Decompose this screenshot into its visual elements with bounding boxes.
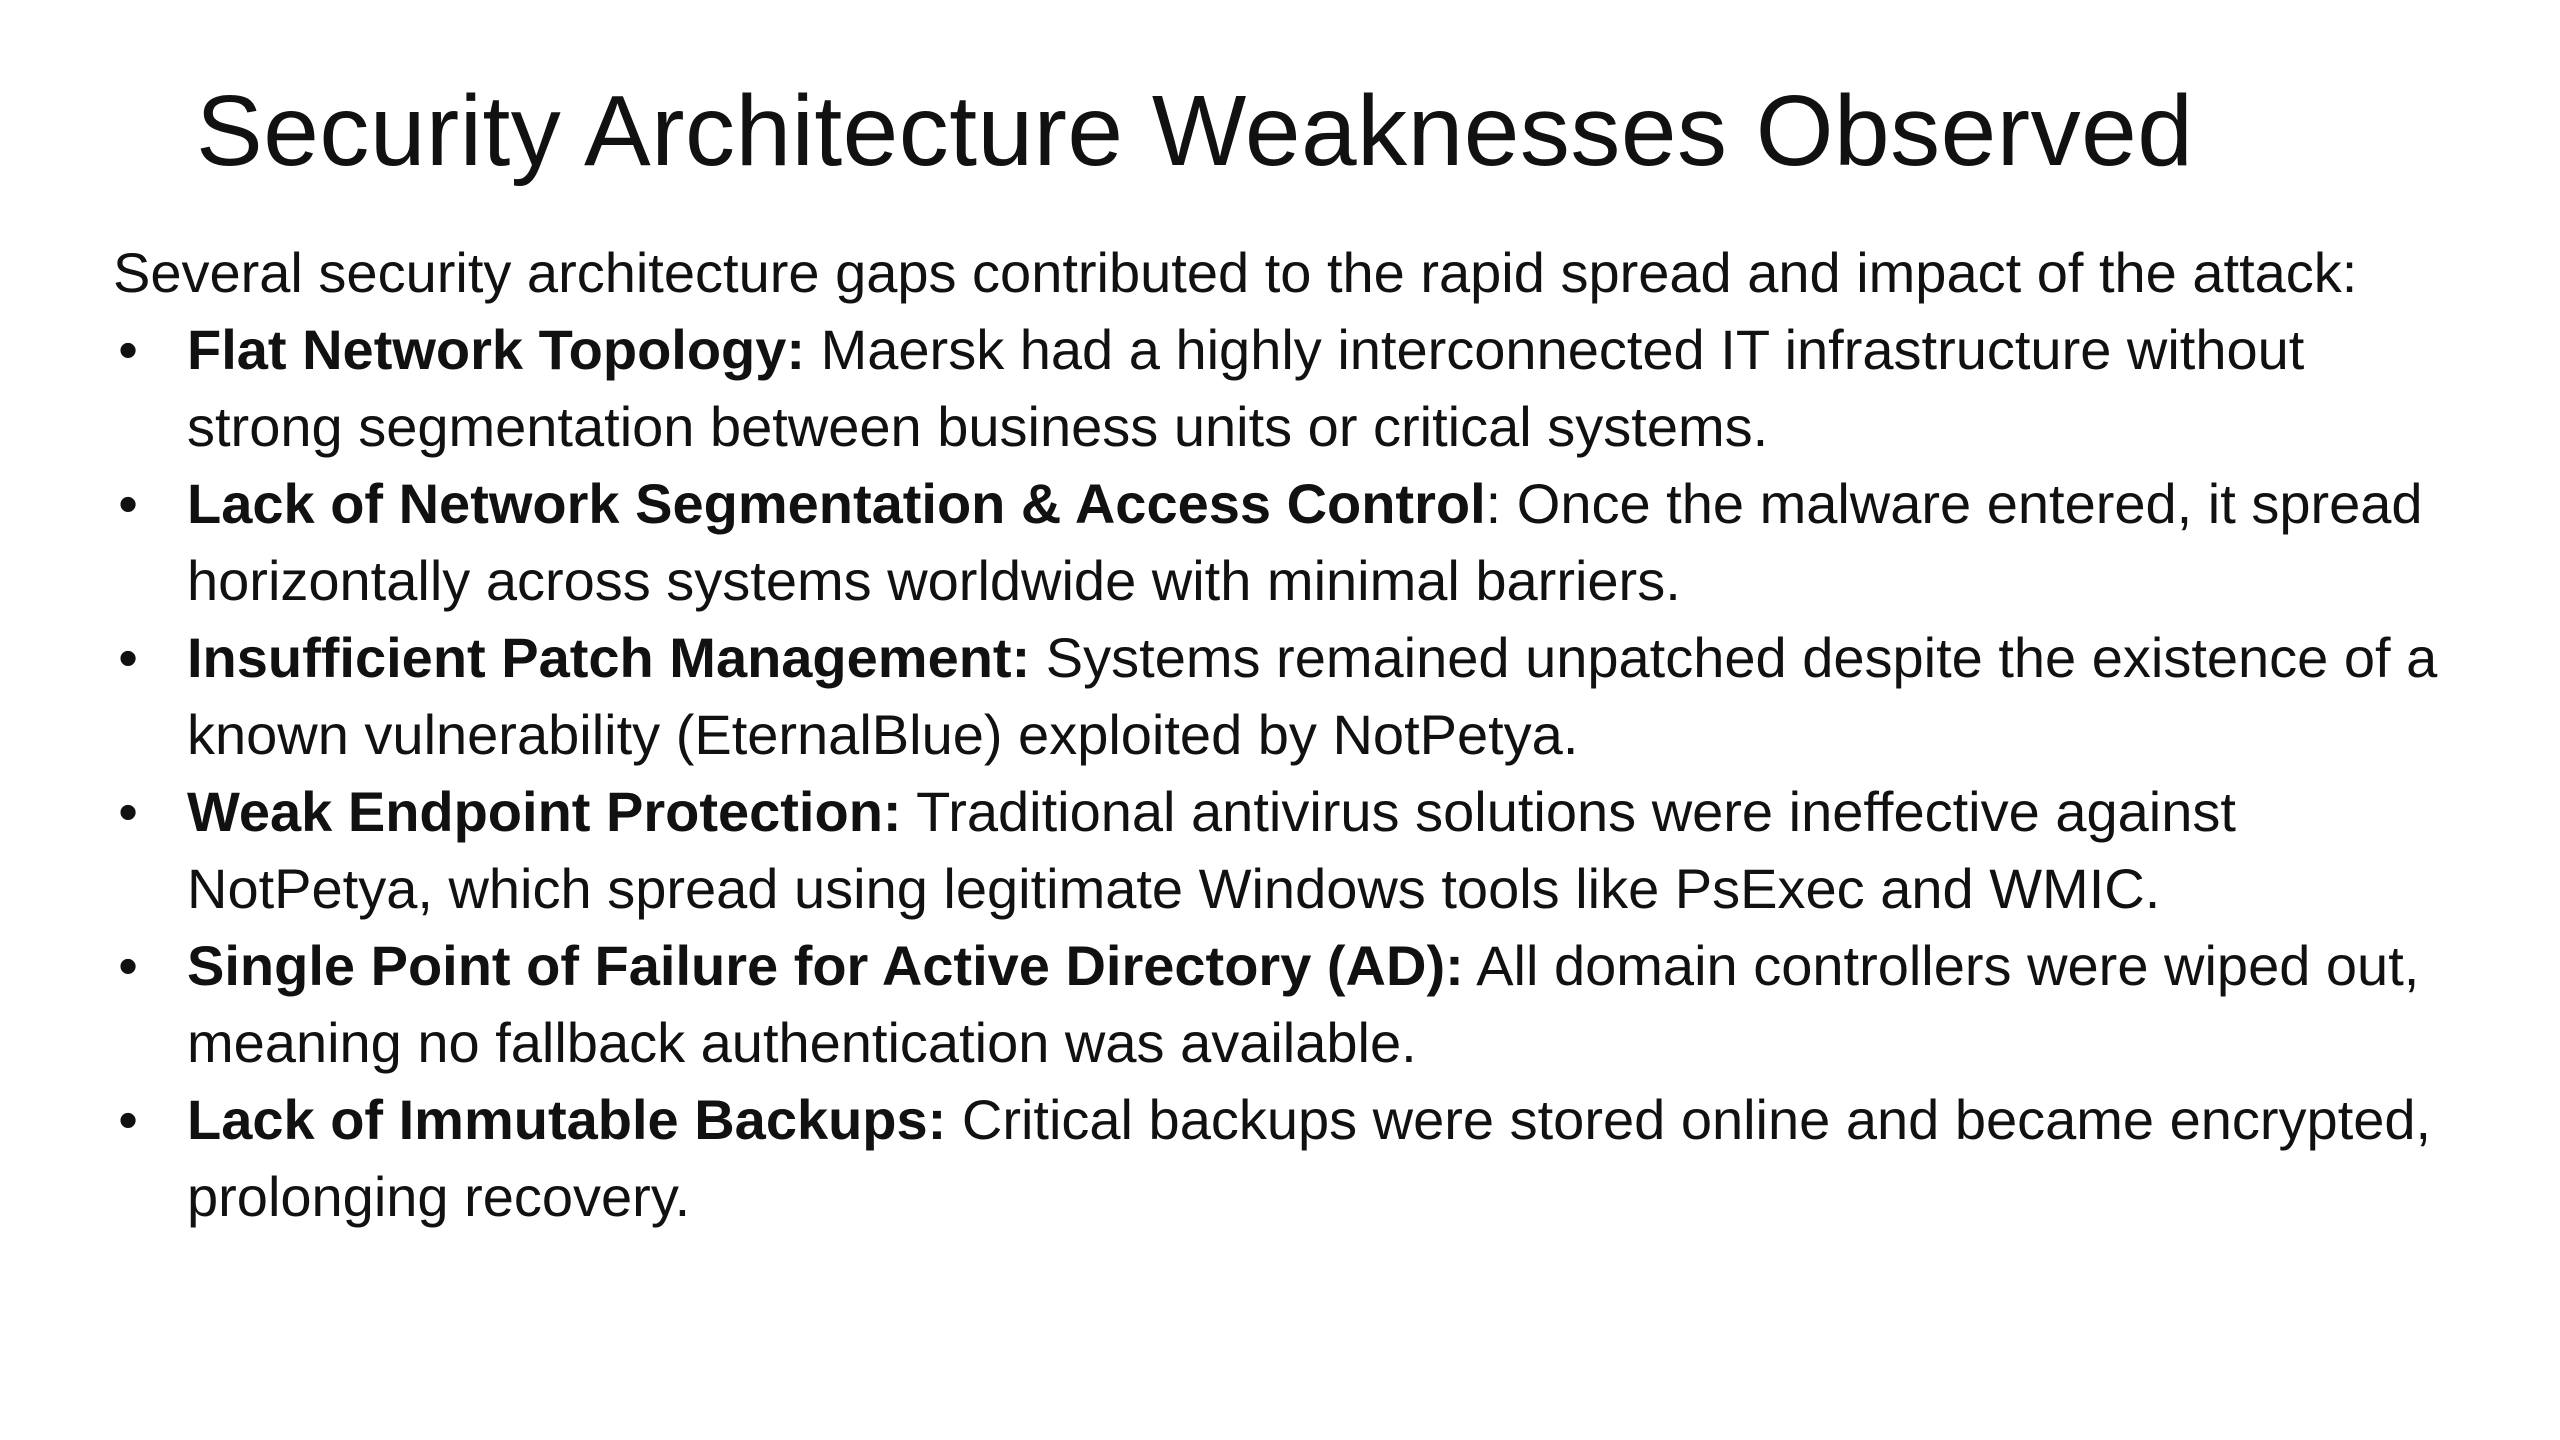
bullet-description: Systems remained unpatched despite the existence of a known vulnerability (EternalBlue) exploited by NotPetya.: [187, 626, 2438, 766]
weakness-list: [113, 311, 2463, 1235]
bullet-description: Critical backups were stored online and became encrypted, prolonging recovery.: [187, 1088, 2432, 1228]
bullet-icon: •: [118, 318, 138, 381]
bullet-description: Maersk had a highly interconnected IT infrastructure without strong segmentation between business units or critical systems.: [187, 318, 2305, 458]
list-item: [113, 927, 2463, 1081]
bullet-heading: Lack of Immutable Backups:: [187, 1088, 947, 1151]
bullet-description: Traditional antivirus solutions were ineffective against NotPetya, which spread using legitimate Windows tools like PsExec and WMIC.: [187, 780, 2236, 920]
bullet-description: All domain controllers were wiped out, meaning no fallback authentication was available.: [187, 934, 2420, 1074]
bullet-icon: •: [118, 472, 138, 535]
bullet-heading: Weak Endpoint Protection:: [187, 780, 902, 843]
list-item: [113, 619, 2463, 773]
bullet-description: : Once the malware entered, it spread horizontally across systems worldwide with minimal barriers.: [187, 472, 2423, 612]
bullet-heading: Single Point of Failure for Active Directory (AD):: [187, 934, 1464, 997]
intro-paragraph: Several security architecture gaps contributed to the rapid spread and impact of the attack:: [113, 241, 2358, 304]
bullet-heading: Insufficient Patch Management:: [187, 626, 1031, 689]
slide-content: [113, 234, 2463, 1235]
bullet-icon: •: [118, 780, 138, 843]
bullet-heading: Flat Network Topology:: [187, 318, 806, 381]
slide-title: Security Architecture Weaknesses Observed: [196, 75, 2194, 187]
bullet-heading: Lack of Network Segmentation & Access Control: [187, 472, 1486, 535]
bullet-icon: •: [118, 934, 138, 997]
bullet-icon: •: [118, 626, 138, 689]
list-item: [113, 465, 2463, 619]
list-item: [113, 1081, 2463, 1235]
list-item: [113, 311, 2463, 465]
list-item: [113, 773, 2463, 927]
bullet-icon: •: [118, 1088, 138, 1151]
